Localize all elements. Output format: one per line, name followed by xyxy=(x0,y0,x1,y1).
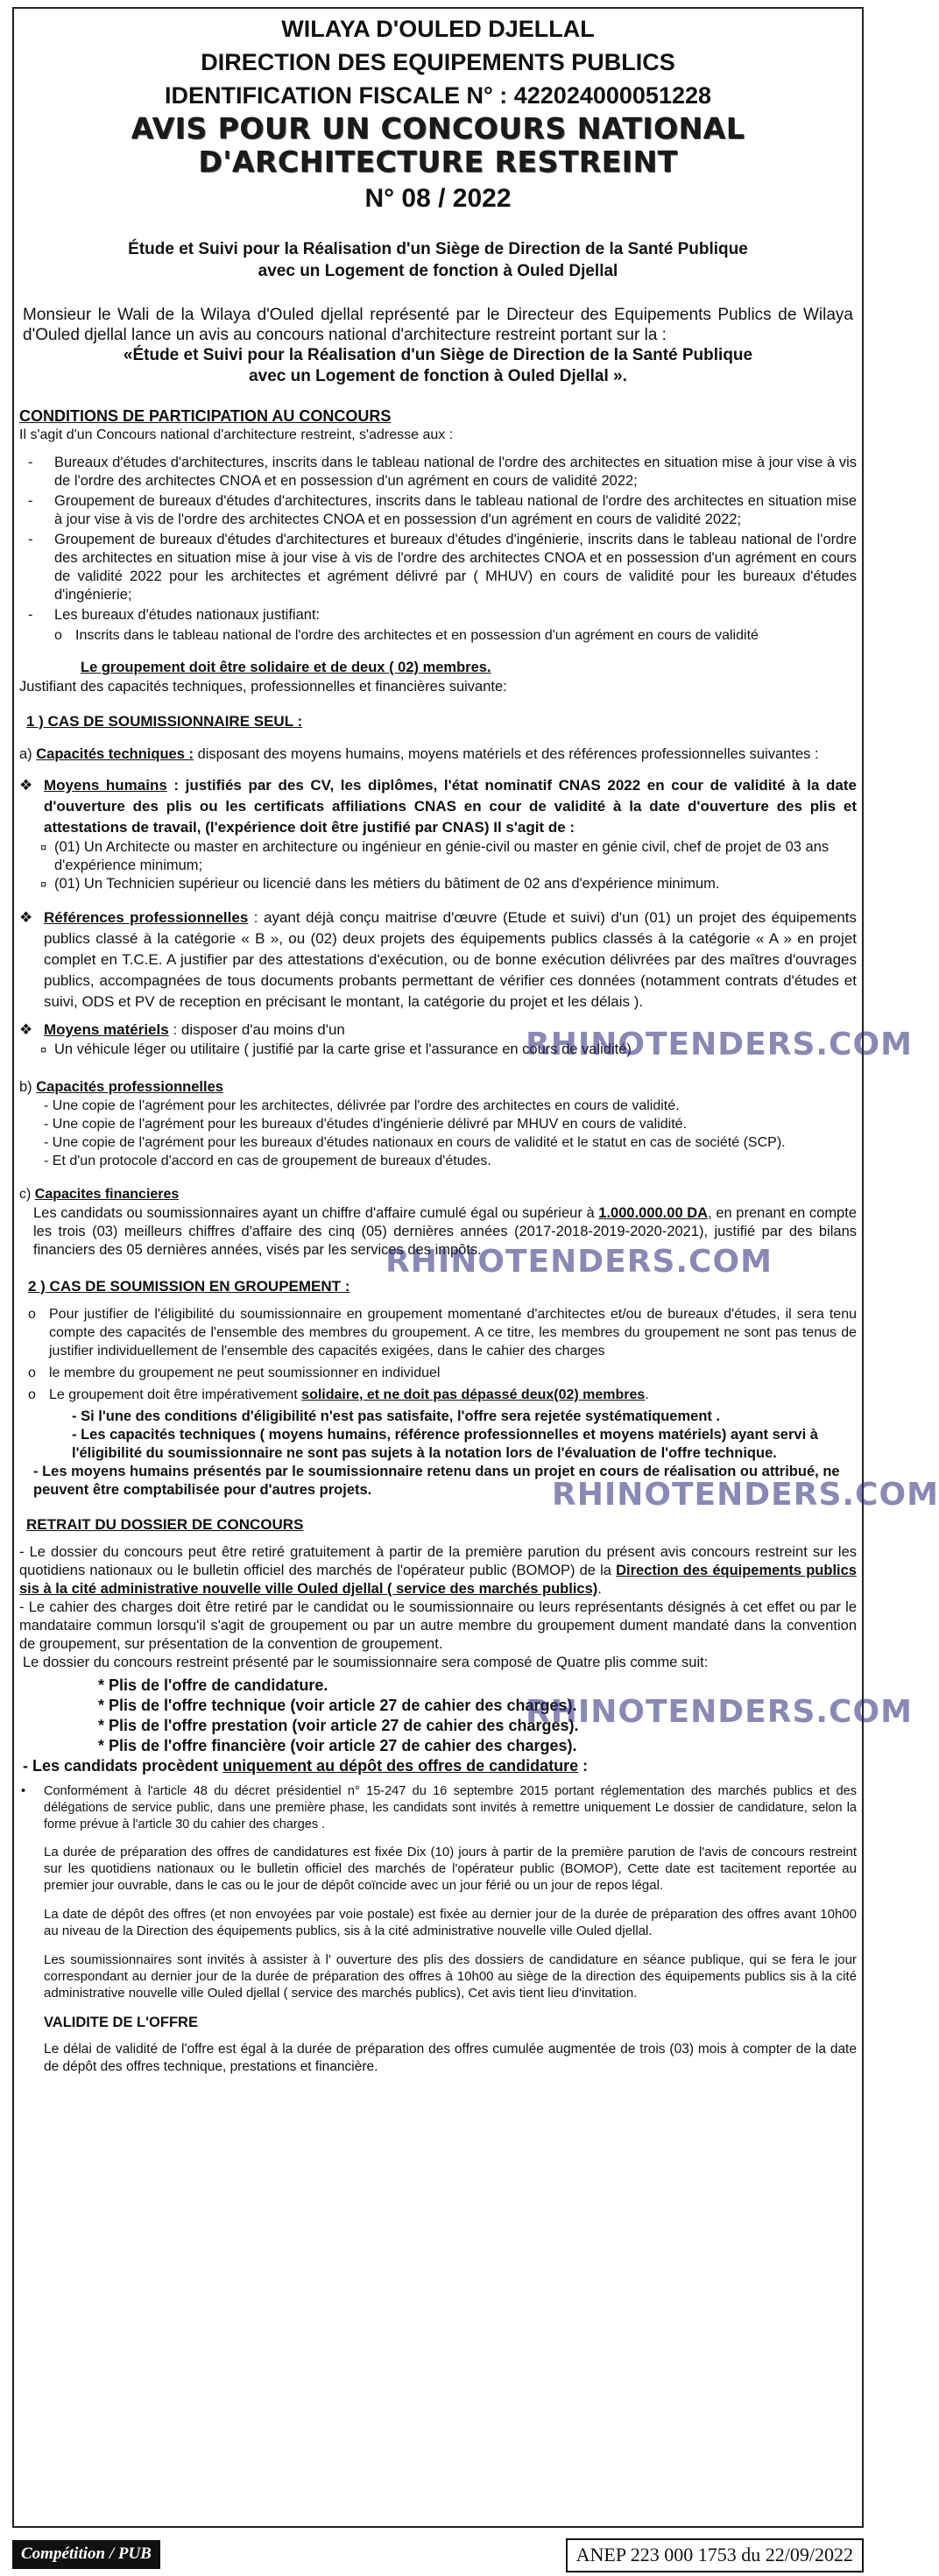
notice-content xyxy=(19,12,857,2076)
list-item: * Plis de l'offre prestation (voir article 27 de cahier des charges). xyxy=(98,1717,579,1735)
footer-reference: ANEP 223 000 1753 du 22/09/2022 xyxy=(566,2538,864,2572)
intro-text: Monsieur le Wali de la Wilaya d'Ouled djellal représenté par le Directeur des Equipements Publics de Wilaya d'Ouled djellal lance un avis au concours national d'architecture restreint portant sur la : xyxy=(23,306,853,344)
retrait-p1: - Le dossier du concours peut être retiré gratuitement à partir de la première parution du présent avis concours restreint sur les quotidiens nationaux ou le bulletin officiel des marchés de l'opérateur public (BOMOP) de la Direction des équipements publics sis à la cité administrative nouvelle ville Ouled djellal ( service des marchés publics). xyxy=(19,1544,857,1598)
notice-footer xyxy=(12,2537,864,2572)
list-item: * Plis de l'offre de candidature. xyxy=(98,1676,328,1695)
list-item: o Pour justifier de l'éligibilité du soumissionnaire en groupement momentané d'architectes et/ou de bureaux d'études, il sera tenu compte des capacités de l'ensemble des membres du groupement. A ce titre, les membres du groupement ne sont pas tenus de justifier individuellement de l'ensemble des capacités exigées, dans le cahier des charges xyxy=(28,1306,857,1359)
list-item: o le membre du groupement ne peut soumissionner en individuel xyxy=(28,1365,441,1380)
retrait-p4: - Les candidats procèdent uniquement au dépôt des offres de candidature : xyxy=(23,1757,589,1775)
list-item: - Une copie de l'agrément pour les architectes, délivrée par l'ordre des architectes en cours de validité. xyxy=(44,1098,680,1114)
list-item: * Plis de l'offre financière (voir article 27 de cahier des charges). xyxy=(98,1737,577,1755)
capacites-financieres: c) Capacites financieres xyxy=(19,1187,180,1203)
list-item: - Les bureaux d'études nationaux justifiant: xyxy=(28,607,321,624)
footer-category: Compétition / PUB xyxy=(12,2540,160,2569)
list-item: - Si l'une des conditions d'éligibilité n'est pas satisfaite, l'offre sera rejetée systématiquement . xyxy=(72,1408,721,1424)
validite-title: VALIDITE DE L'OFFRE xyxy=(44,2015,198,2031)
watermark: RHINOTENDERS.COM xyxy=(526,1694,913,1730)
list-item: - Groupement de bureaux d'études d'architectures, inscrits dans le tableau national de l'ordre des architectes en situation mise à jour vise à vis de l'ordre des architectes CNOA et en possession d'un agrément en cours de validité 2022; xyxy=(28,493,857,528)
watermark: RHINOTENDERS.COM xyxy=(552,1477,939,1513)
item-label: a) xyxy=(19,746,32,763)
intro-quote-line: avec un Logement de fonction à Ouled Djellal ». xyxy=(249,367,627,385)
cas-groupement-title: 2 ) CAS DE SOUMISSION EN GROUPEMENT : xyxy=(28,1277,350,1295)
intro-quote-line: «Étude et Suivi pour la Réalisation d'un Siège de Direction de la Santé Publique xyxy=(123,346,753,364)
retrait-p2: - Le cahier des charges doit être retiré par le candidat ou le soumissionnaire ou leurs représentants désignés à cet effet ou par le mandataire commun lorsqu'il s'agit de groupement ou par un autre membre du groupement dument mandaté dans la convention de groupement, sur présentation de la convention de groupement. xyxy=(19,1599,857,1653)
watermark: RHINOTENDERS.COM xyxy=(526,1027,913,1062)
groupement-note: Le groupement doit être solidaire et de deux ( 02) membres. xyxy=(81,660,491,676)
list-item: - Groupement de bureaux d'études d'architectures et bureaux d'études d'ingénierie, inscrits dans le tableau national de l'ordre des architectes en situation mise à jour vise à vis de l'ordre des architectes CNOA et en possession d'un agrément en cours de validité 2022 pour les architectes et agrément délivré par ( MHUV) en cours de validité pour les bureaux d'études d'ingénierie; xyxy=(28,532,857,603)
moyens-humains-item: ¤ (01) Un Architecte ou master en architecture ou ingénieur en génie-civil ou master en génie civil, chef de projet de 03 ans d'expérience minimum; xyxy=(40,838,830,873)
fiscal-id: IDENTIFICATION FISCALE N° : 422024000051228 xyxy=(164,82,712,109)
retrait-p3: Le dossier du concours restreint présenté par le soumissionnaire sera composé de Quatre plis comme suit: xyxy=(23,1655,709,1671)
justifiant-text: Justifiant des capacités techniques, professionnelles et financières suivante: xyxy=(19,678,507,695)
references-professionnelles: ❖ Références professionnelles : ayant déjà conçu maitrise d'œuvre (Etude et suivi) d'un (01) un projet des équipements publics classé à la catégorie « B », ou (02) deux projets des équipements publics classés à la catégorie « A » en projet complet en T.C.E. A justifier par des attestations d'exécution, ou de bonne exécution délivrées par des maîtres d'ouvrages publics, accompagnées de tous documents probants permettant de vérifier ces données (notamment contrats d'études et suivi, ODS et PV de reception en précisant le montant, la catégorie du projet et les délais ). xyxy=(19,908,857,1010)
list-item: - Bureaux d'études d'architectures, inscrits dans le tableau national de l'ordre des architectes en situation mise à jour vise à vis de l'ordre des architectes CNOA et en possession d'un agrément en cours de validité 2022; xyxy=(28,455,857,490)
capacites-financieres-text: Les candidats ou soumissionnaires ayant un chiffre d'affaire cumulé égal ou supérieur à 1.000.000.00 DA, en prenant en compte les trois (03) meilleurs chiffres d'affaire des cinq (05) dernières années (2017-2018-2019-2020-2021), justifié par des bilans financiers des 05 dernières années, visés par les services des impôts. xyxy=(33,1204,857,1258)
groupement-list xyxy=(19,1305,857,1404)
direction-title: DIRECTION DES EQUIPEMENTS PUBLICS xyxy=(201,49,675,75)
watermark: RHINOTENDERS.COM xyxy=(385,1244,773,1280)
list-item: - Une copie de l'agrément pour les bureaux d'études nationaux en cours de validité et le statut en cas de société (SCP). xyxy=(44,1135,786,1151)
retrait-p7: La date de dépôt des offres (et non envoyées par voie postale) est fixée au dernier jour de la durée de préparation des offres avant 10h00 au niveau de la Direction des équipements publics, sis à la cité administrative nouvelle ville Ouled djellal. xyxy=(44,1907,857,1939)
moyens-humains-item: ¤ (01) Un Technicien supérieur ou licencié dans les métiers du bâtiment de 02 ans d'expérience minimum. xyxy=(40,875,720,892)
notice-header xyxy=(19,12,857,215)
list-item: - Les capacités techniques ( moyens humains, référence professionnelles et moyens matériels) ayant servi à l'éligibilité du soumissionnaire ne sont pas sujets à la notation lors de l'évaluation de l'offre technique. xyxy=(72,1426,818,1461)
intro-quote xyxy=(23,345,853,387)
item-text: disposant des moyens humains, moyens matériels et des références professionnelles suivantes : xyxy=(197,746,819,763)
item-title: Capacités techniques : xyxy=(36,746,194,763)
project-subtitle xyxy=(19,238,857,282)
subtitle-line: avec un Logement de fonction à Ouled Djellal xyxy=(258,262,618,280)
list-item: - Et d'un protocole d'accord en cas de groupement de bureaux d'études. xyxy=(44,1154,491,1169)
moyens-materiels: ❖ Moyens matériels : disposer d'au moins d'un xyxy=(19,1020,345,1038)
subtitle-line: Étude et Suivi pour la Réalisation d'un Siège de Direction de la Santé Publique xyxy=(128,240,748,258)
capacites-techniques xyxy=(19,745,857,764)
retrait-p6: La durée de préparation des offres de candidatures est fixée Dix (10) jours à partir de la première parution de l'avis de concours restreint sur les quotidiens nationaux ou le bulletin officiel des marchés de l'opérateur public (BOMOP), Cette date est tacitement reportée au premier jour ouvrable, dans le cas ou le jour de dépôt coïncide avec un jour férié ou un jour de repos légal. xyxy=(44,1845,857,1894)
notice-title: AVIS POUR UN CONCOURS NATIONAL D'ARCHITECTURE RESTREINT xyxy=(131,111,745,179)
validite-text: Le délai de validité de l'offre est égal à la durée de préparation des offres cumulée augmentée de trois (03) mois à compter de la date de dépôt des offres technique, prestations et financière. xyxy=(44,2042,857,2075)
conditions-subitem: o Inscrits dans le tableau national de l'ordre des architectes et en possession d'un agrément en cours de validité xyxy=(54,628,759,644)
conditions-lead: Il s'agit d'un Concours national d'architecture restreint, s'adresse aux : xyxy=(19,427,454,443)
capacites-professionnelles-list xyxy=(19,1097,857,1170)
moyens-humains: ❖ Moyens humains : justifiés par des CV, les diplômes, l'état nominatif CNAS 2022 en cour de validité à la date d'ouverture des plis ou les certificats affiliations CNAS en cour de validité à la date d'ouverture des plis et attestations de travail, (l'expérience doit être justifié par CNAS) Il s'agit de : xyxy=(19,776,857,836)
list-item: * Plis de l'offre technique (voir article 27 de cahier des charges). xyxy=(98,1697,577,1715)
conditions-list xyxy=(19,454,857,625)
plis-list xyxy=(19,1676,857,1756)
retrait-p5: • Conformément à l'article 48 du décret présidentiel n° 15-247 du 16 septembre 2015 portant réglementation des marchés publics et des délégations de service public, dans une première phase, les candidats sont invités à remettre uniquement Le dossier de candidature, selon la forme prévue à l'article 30 du cahier des charges . xyxy=(21,1784,857,1832)
groupement-rule-last: - Les moyens humains présentés par le soumissionnaire retenu dans un projet en cours de réalisation ou attribué, ne peuvent être comptabilisée pour d'autres projets. xyxy=(33,1463,840,1498)
moyens-materiels-item: ¤ Un véhicule léger ou utilitaire ( justifié par la carte grise et l'assurance en cours de validité) xyxy=(40,1041,632,1057)
groupement-rules xyxy=(19,1408,857,1463)
conditions-title: CONDITIONS DE PARTICIPATION AU CONCOURS xyxy=(19,407,392,425)
list-item: o Le groupement doit être impérativement solidaire, et ne doit pas dépassé deux(02) membres. xyxy=(28,1387,649,1402)
retrait-p8: Les soumissionnaires sont invités à assister à l' ouverture des plis des dossiers de candidature en séance publique, qui se fera le jour correspondant au dernier jour de la durée de préparation des offres à 10h00 au siège de la direction des équipements publics sis à la cité administrative nouvelle ville Ouled djellal ( service des marchés publics), Cet avis tient lieu d'invitation. xyxy=(44,1952,857,2001)
retrait-title: RETRAIT DU DOSSIER DE CONCOURS xyxy=(26,1515,304,1533)
capacites-professionnelles: b) Capacités professionnelles xyxy=(19,1078,223,1095)
cas-seul-title: 1 ) CAS DE SOUMISSIONNAIRE SEUL : xyxy=(26,713,303,730)
notice-number: N° 08 / 2022 xyxy=(364,184,512,213)
wilaya-title: WILAYA D'OULED DJELLAL xyxy=(281,16,595,42)
list-item: - Une copie de l'agrément pour les bureaux d'études d'ingénierie délivré par MHUV en cours de validité. xyxy=(44,1117,688,1133)
intro-paragraph xyxy=(19,305,857,387)
